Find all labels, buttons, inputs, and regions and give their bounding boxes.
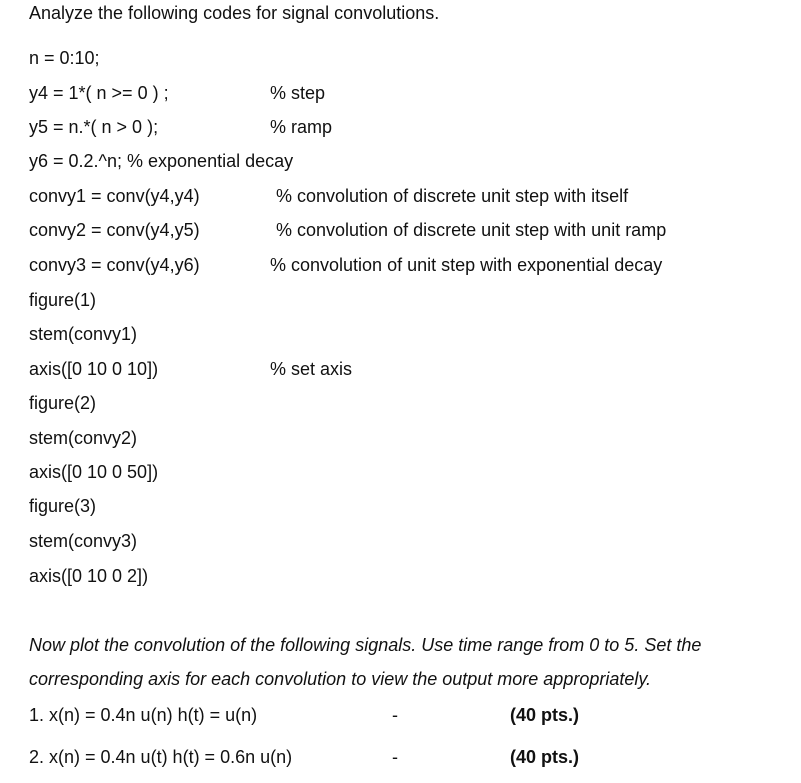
code-line: convy1 = conv(y4,y4) [29,186,200,206]
code-comment: % convolution of discrete unit step with unit ramp [276,220,667,240]
task-points: (40 pts.) [510,747,580,767]
code-line: figure(1) [29,290,97,310]
code-comment: % convolution of discrete unit step with itself [276,186,629,206]
instruction-line: Now plot the convolution of the following signals. Use time range from 0 to 5. Set the [29,635,702,655]
heading: Analyze the following codes for signal convolutions. [29,3,440,23]
code-line: y4 = 1*( n >= 0 ) ; [29,83,169,103]
code-line: stem(convy3) [29,531,138,551]
code-line: stem(convy1) [29,324,138,344]
task-label: 1. x(n) = 0.4n u(n) h(t) = u(n) [29,705,258,725]
code-line: figure(2) [29,393,97,413]
code-line: axis([0 10 0 10]) [29,359,159,379]
code-comment: % ramp [270,117,333,137]
code-line: stem(convy2) [29,428,138,448]
task-label: 2. x(n) = 0.4n u(t) h(t) = 0.6n u(n) [29,747,293,767]
instruction-line: corresponding axis for each convolution to view the output more appropriately. [29,669,652,689]
task-dash: - [392,747,398,767]
code-line: convy3 = conv(y4,y6) [29,255,200,275]
code-line: axis([0 10 0 50]) [29,462,159,482]
code-comment: % set axis [270,359,353,379]
code-line: y6 = 0.2.^n; % exponential decay [29,151,294,171]
code-line: y5 = n.*( n > 0 ); [29,117,159,137]
code-line: n = 0:10; [29,48,100,68]
task-points: (40 pts.) [510,705,580,725]
code-line: convy2 = conv(y4,y5) [29,220,200,240]
code-comment: % convolution of unit step with exponential decay [270,255,663,275]
code-line: figure(3) [29,496,97,516]
task-dash: - [392,705,398,725]
code-line: axis([0 10 0 2]) [29,566,149,586]
code-comment: % step [270,83,326,103]
